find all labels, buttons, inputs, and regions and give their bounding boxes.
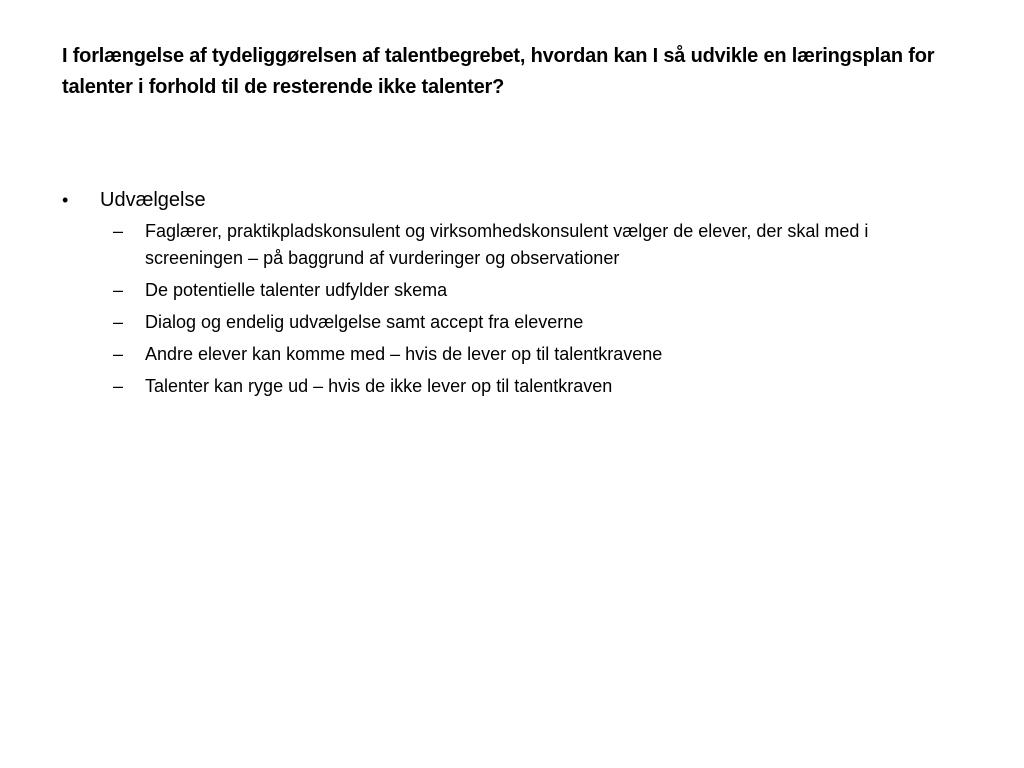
dash-marker: – (113, 221, 124, 241)
sub-bullet-list (60, 218, 960, 400)
sub-bullet-text: Talenter kan ryge ud – hvis de ikke lever op til talentkraven (145, 376, 613, 396)
main-bullet (60, 186, 960, 214)
dash-marker: – (113, 312, 124, 332)
sub-bullet-text: De potentielle talenter udfylder skema (145, 280, 448, 300)
dash-marker: – (113, 280, 124, 300)
dash-marker: – (113, 376, 124, 396)
dash-marker: – (113, 344, 124, 364)
sub-bullet (60, 309, 960, 336)
sub-bullet-text: Andre elever kan komme med – hvis de lever op til talentkravene (145, 344, 663, 364)
bullet-marker: • (62, 190, 69, 210)
slide-content (60, 186, 960, 405)
sub-bullet-text: Dialog og endelig udvælgelse samt accept fra eleverne (145, 312, 584, 332)
sub-bullet (60, 373, 960, 400)
sub-bullet-text: Faglærer, praktikpladskonsulent og virksomhedskonsulent vælger de elever, der skal med i screeningen – på baggrund af vurderinger og observationer (145, 221, 869, 268)
sub-bullet (60, 341, 960, 368)
slide-title: I forlængelse af tydeliggørelsen af talentbegrebet, hvordan kan I så udvikle en læringsplan for talenter i forhold til de resterende ikke talenter? (62, 45, 935, 98)
sub-bullet (60, 277, 960, 304)
sub-bullet (60, 218, 960, 272)
main-bullet-text: Udvælgelse (100, 189, 206, 211)
